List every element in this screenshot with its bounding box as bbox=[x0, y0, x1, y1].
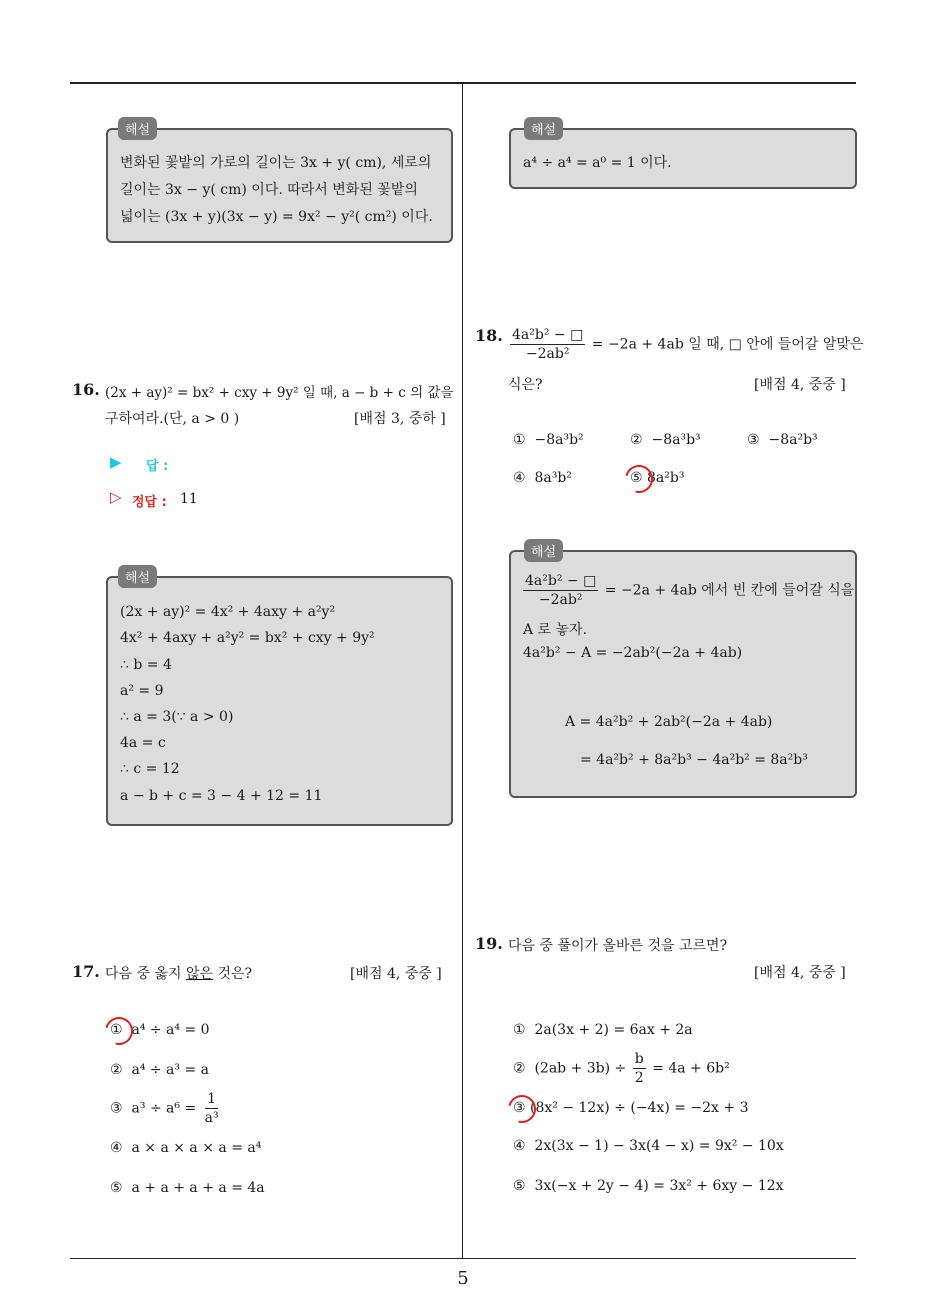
page-number: 5 bbox=[457, 1268, 469, 1289]
question-text-pre: 다음 중 옳지 bbox=[105, 966, 186, 982]
option-number: ① bbox=[513, 432, 526, 448]
solution-line: a⁴ ÷ a⁴ = a⁰ = 1 이다. bbox=[523, 155, 672, 171]
solution-line: 4x² + 4axy + a²y² = bx² + cxy + 9y² bbox=[120, 630, 375, 646]
selected-mark-icon bbox=[503, 1090, 541, 1128]
answer-label: 답 : bbox=[146, 459, 169, 474]
option-expr: (2ab + 3b) ÷ bbox=[534, 1060, 627, 1077]
option-1[interactable] bbox=[513, 1022, 693, 1038]
points-label: [배점 4, 중중 ] bbox=[754, 965, 846, 981]
option-5[interactable] bbox=[513, 1178, 784, 1194]
fraction-numerator: b bbox=[634, 1051, 644, 1067]
option-number: ④ bbox=[110, 1140, 123, 1156]
option-number: ① bbox=[110, 1022, 123, 1038]
option-2[interactable] bbox=[513, 1050, 730, 1087]
option-5[interactable] bbox=[110, 1180, 265, 1196]
solution-line: ∴ b = 4 bbox=[120, 657, 172, 673]
option-expr: a⁴ ÷ a³ = a bbox=[131, 1062, 209, 1078]
solution-line: a − b + c = 3 − 4 + 12 = 11 bbox=[120, 788, 323, 804]
option-number: ③ bbox=[110, 1100, 123, 1117]
option-2[interactable] bbox=[630, 432, 701, 448]
option-1[interactable] bbox=[513, 432, 584, 448]
points-label: [배점 4, 중중 ] bbox=[350, 966, 442, 982]
option-3[interactable] bbox=[747, 432, 818, 448]
solution-line: 넓이는 (3x + y)(3x − y) = 9x² − y²( cm²) 이다. bbox=[120, 209, 433, 225]
fraction-denominator: −2ab² bbox=[525, 346, 570, 362]
option-number: ② bbox=[630, 432, 643, 448]
option-expr: 2a(3x + 2) = 6ax + 2a bbox=[534, 1022, 693, 1038]
option-4[interactable] bbox=[110, 1140, 261, 1156]
answer-marker-icon: ▶ bbox=[110, 453, 122, 471]
option-3[interactable] bbox=[513, 1100, 749, 1116]
question-number: 18. bbox=[475, 326, 503, 345]
option-3[interactable] bbox=[110, 1090, 223, 1127]
option-expr: a³ ÷ a⁶ = bbox=[131, 1100, 197, 1117]
option-4[interactable] bbox=[513, 470, 572, 486]
question-text: 식은? bbox=[508, 377, 543, 393]
question-text: (2x + ay)² = bx² + cxy + 9y² 일 때, a − b + c 의 값을 bbox=[105, 385, 454, 401]
solution-line: ∴ c = 12 bbox=[120, 761, 180, 777]
question-text bbox=[105, 963, 252, 983]
question-text: 구하여라.(단, a > 0 ) bbox=[105, 411, 240, 427]
question-text-rest: = −2a + 4ab 일 때, □ 안에 들어갈 알맞은 bbox=[591, 336, 864, 353]
solution-line: 길이는 3x − y( cm) 이다. 따라서 변화된 꽃밭의 bbox=[120, 182, 418, 198]
solution-tag: 해설 bbox=[118, 117, 157, 140]
fraction-denominator: a³ bbox=[204, 1110, 219, 1126]
option-expr: a⁴ ÷ a⁴ = 0 bbox=[131, 1022, 210, 1038]
option-number: ④ bbox=[513, 1138, 526, 1154]
fraction-denominator: −2ab² bbox=[538, 592, 583, 608]
option-expr: 8a³b² bbox=[534, 470, 572, 486]
solution-tag: 해설 bbox=[118, 565, 157, 588]
option-fraction bbox=[203, 1090, 221, 1127]
option-number: ③ bbox=[747, 432, 760, 448]
option-expr: 3x(−x + 2y − 4) = 3x² + 6xy − 12x bbox=[534, 1178, 784, 1194]
option-number: ⑤ bbox=[513, 1178, 526, 1194]
option-expr: (8x² − 12x) ÷ (−4x) = −2x + 3 bbox=[530, 1100, 749, 1116]
solution-line: ∴ a = 3(∵ a > 0) bbox=[120, 709, 234, 725]
solution-line: 4a = c bbox=[120, 735, 166, 751]
solution-line: A = 4a²b² + 2ab²(−2a + 4ab) bbox=[565, 714, 773, 730]
option-expr: 2x(3x − 1) − 3x(4 − x) = 9x² − 10x bbox=[534, 1138, 784, 1154]
question-number: 19. bbox=[475, 934, 503, 953]
option-expr: −8a³b² bbox=[534, 432, 584, 448]
option-expr-post: = 4a + 6b² bbox=[652, 1060, 730, 1077]
solution-line: 변화된 꽃밭의 가로의 길이는 3x + y( cm), 세로의 bbox=[120, 155, 432, 171]
option-fraction bbox=[633, 1050, 646, 1087]
solution-line: 4a²b² − A = −2ab²(−2a + 4ab) bbox=[523, 645, 743, 661]
question-text-underlined: 않은 bbox=[185, 966, 214, 982]
solution-line-rest: = −2a + 4ab 에서 빈 칸에 들어갈 식을 bbox=[604, 582, 855, 599]
top-rule bbox=[70, 82, 856, 84]
solution-tag: 해설 bbox=[524, 539, 563, 562]
question-number: 16. bbox=[72, 380, 100, 399]
option-2[interactable] bbox=[110, 1062, 209, 1078]
option-number: ⑤ bbox=[110, 1180, 123, 1196]
selected-mark-icon bbox=[100, 1012, 138, 1050]
question-text: 다음 중 풀이가 올바른 것을 고르면? bbox=[508, 938, 728, 954]
fraction-denominator: 2 bbox=[634, 1070, 644, 1086]
solution-line: = 4a²b² + 8a²b³ − 4a²b² = 8a²b³ bbox=[580, 752, 808, 768]
points-label: [배점 3, 중하 ] bbox=[354, 411, 446, 427]
option-number: ③ bbox=[513, 1100, 526, 1116]
correct-marker-icon: ▷ bbox=[110, 488, 122, 506]
solution-line: a² = 9 bbox=[120, 683, 164, 699]
question-text-post: 것은? bbox=[213, 966, 253, 982]
option-expr: 8a²b³ bbox=[647, 470, 685, 486]
correct-label: 정답 : bbox=[132, 495, 167, 510]
column-divider bbox=[462, 84, 463, 1258]
question-number: 17. bbox=[72, 962, 100, 981]
option-number: ① bbox=[513, 1022, 526, 1038]
option-number: ② bbox=[110, 1062, 123, 1078]
question-text bbox=[508, 326, 863, 363]
correct-value: 11 bbox=[180, 491, 198, 507]
selected-mark-icon bbox=[620, 460, 658, 498]
fraction-numerator: 4a²b² − □ bbox=[512, 327, 584, 343]
option-number: ④ bbox=[513, 470, 526, 486]
solution-line: (2x + ay)² = 4x² + 4axy + a²y² bbox=[120, 604, 336, 620]
option-number: ⑤ bbox=[630, 470, 643, 486]
option-expr: −8a²b³ bbox=[768, 432, 818, 448]
fraction-numerator: 1 bbox=[207, 1091, 217, 1107]
option-expr: a × a × a × a = a⁴ bbox=[131, 1140, 262, 1156]
option-number: ② bbox=[513, 1060, 526, 1077]
solution-line: A 로 놓자. bbox=[523, 622, 588, 638]
option-expr: −8a³b³ bbox=[651, 432, 701, 448]
solution-tag: 해설 bbox=[524, 117, 563, 140]
option-4[interactable] bbox=[513, 1138, 784, 1154]
option-expr: a + a + a + a = 4a bbox=[131, 1180, 265, 1196]
solution-line bbox=[521, 572, 854, 609]
solution-fraction bbox=[523, 572, 598, 609]
question-fraction bbox=[510, 326, 585, 363]
bottom-rule bbox=[70, 1258, 856, 1259]
points-label: [배점 4, 중중 ] bbox=[754, 377, 846, 393]
fraction-numerator: 4a²b² − □ bbox=[525, 573, 597, 589]
